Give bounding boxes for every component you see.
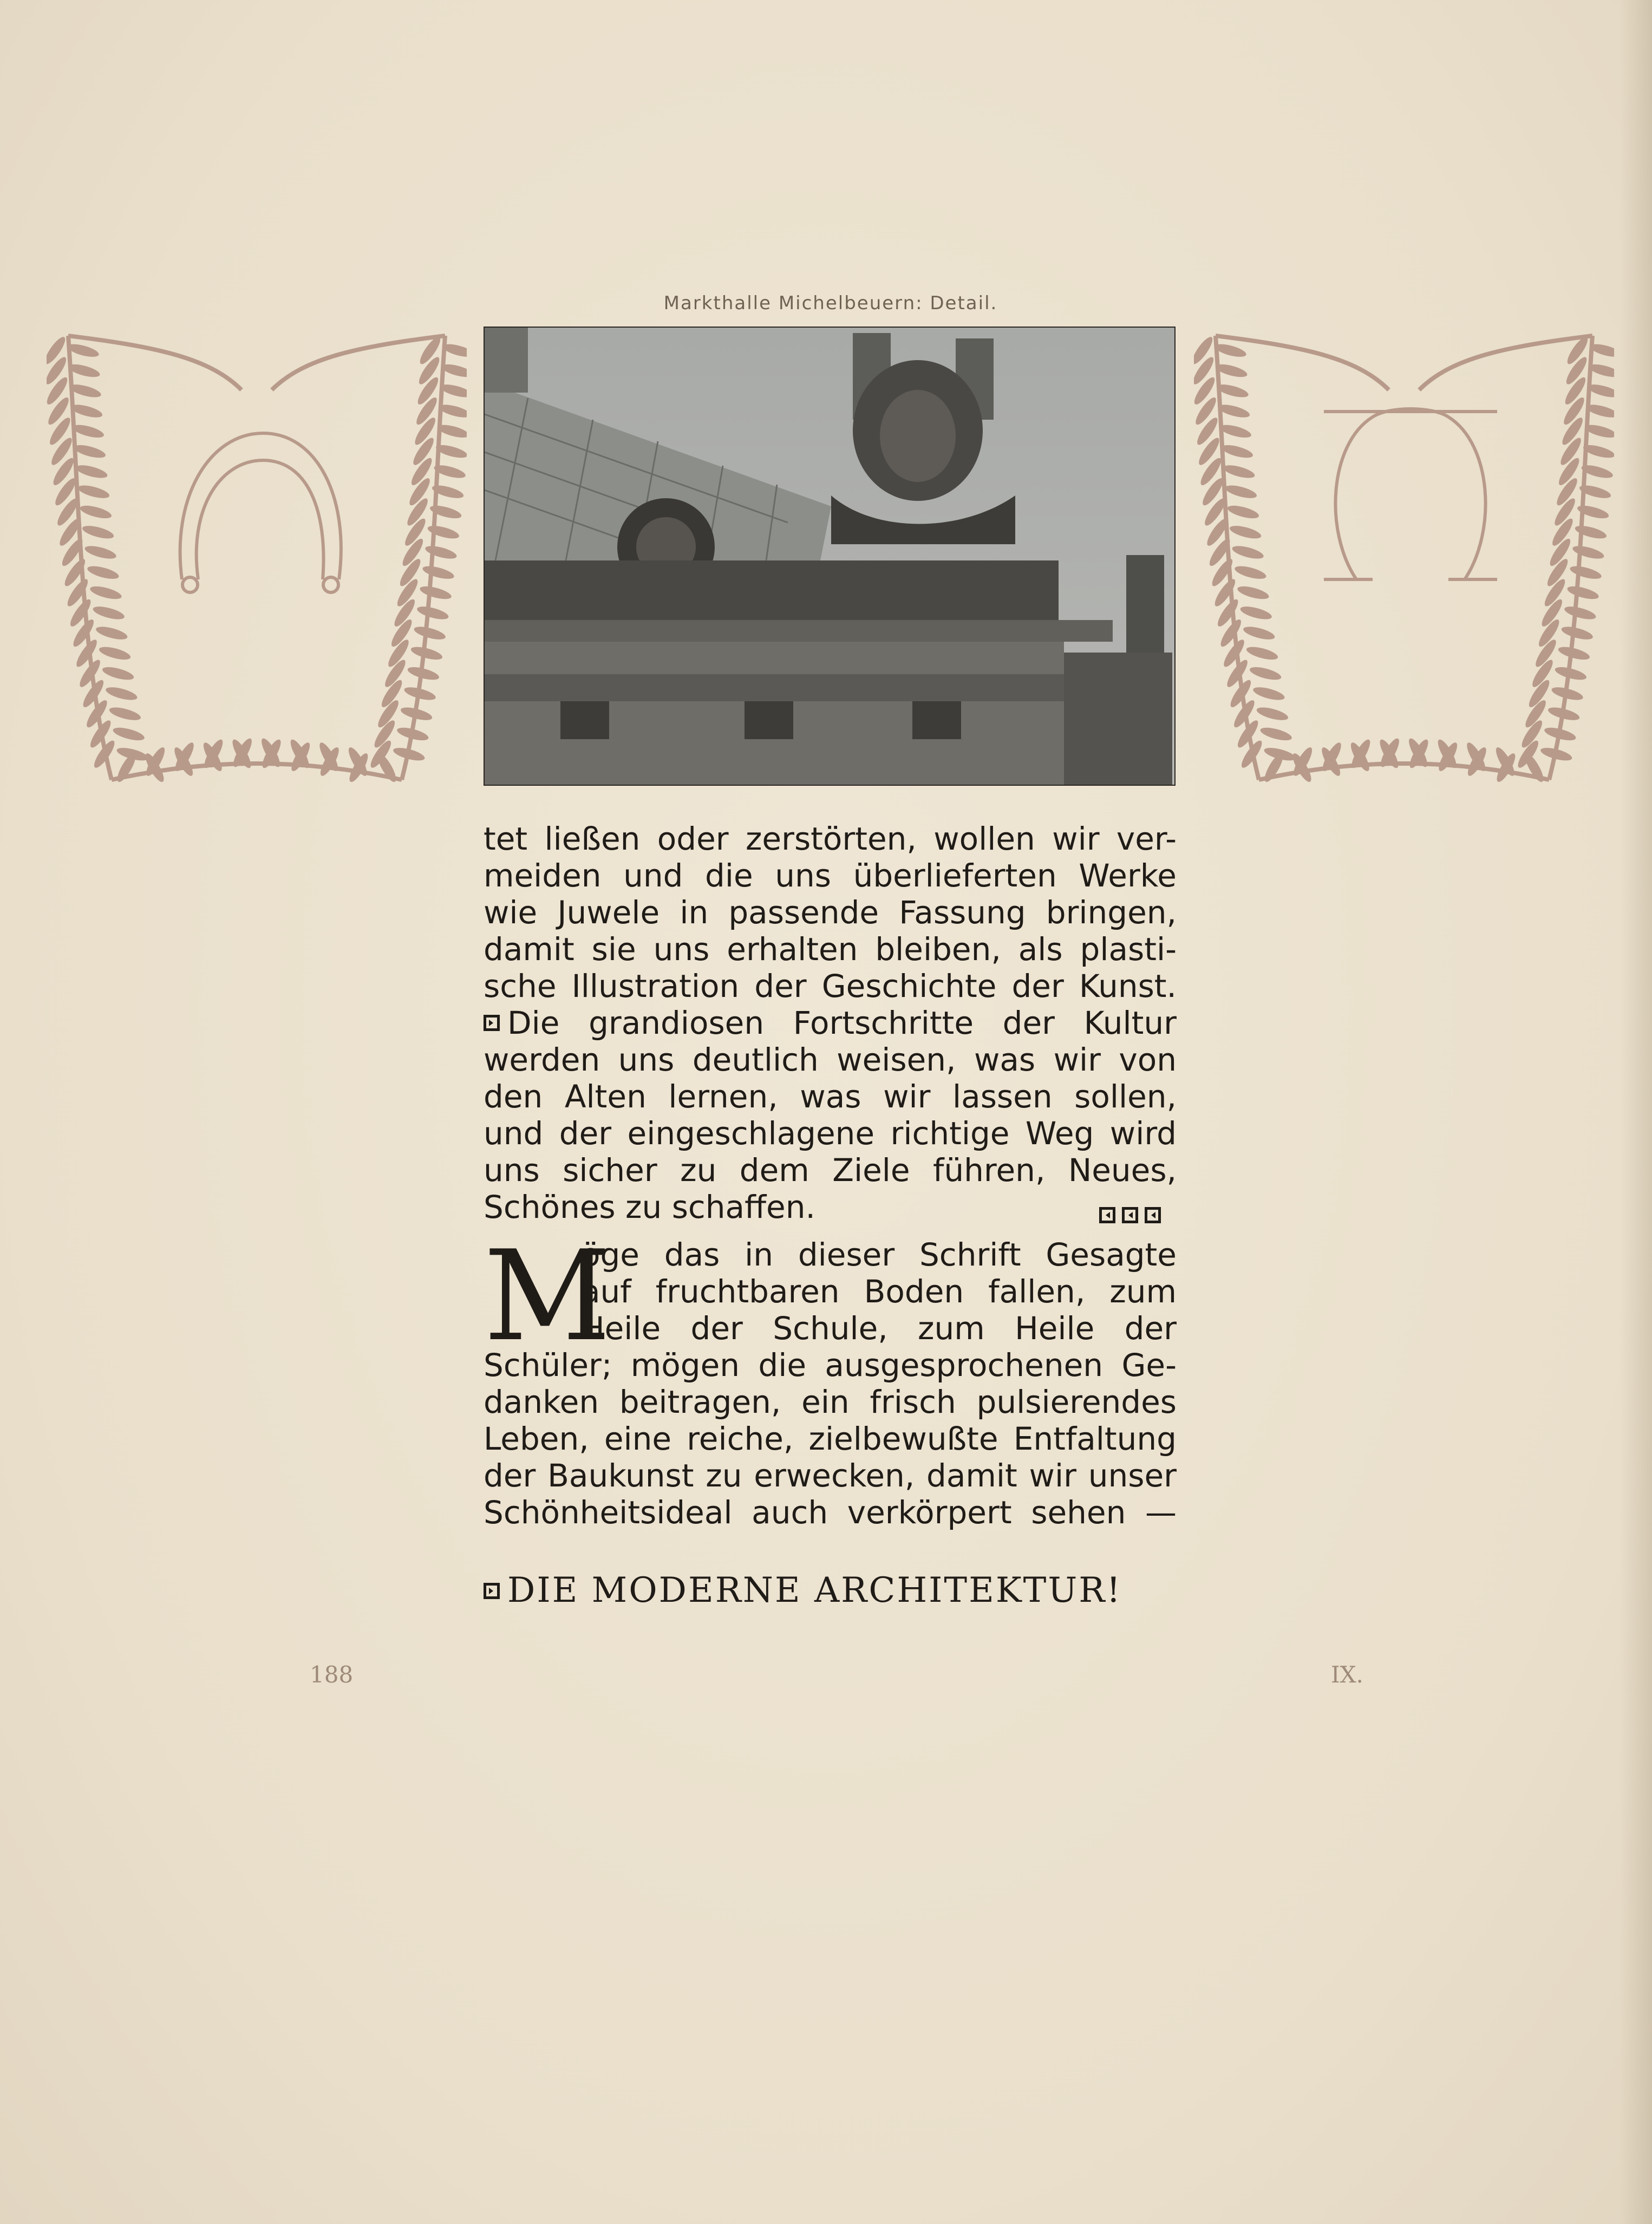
text-line-with-mark [484, 1005, 1177, 1041]
laurel-leaf [1226, 503, 1261, 521]
market-hall-photo [484, 327, 1176, 786]
end-mark-icon [1145, 1207, 1161, 1223]
text-line: auf fruchtbaren Boden fallen, zum [581, 1273, 1177, 1310]
text-line: uns sicher zu dem Ziele führen, Neues, [484, 1152, 1177, 1189]
text-line: danken beitragen, ein frisch pulsierendes [484, 1384, 1177, 1420]
laurel-leaf [95, 624, 129, 642]
laurel-leaf [1256, 705, 1290, 723]
laurel-leaf [1259, 725, 1293, 743]
page-edge-shadow [1620, 0, 1652, 2224]
laurel-leaf [1249, 664, 1283, 682]
laurel-leaf [1231, 544, 1265, 562]
laurel-leaf [1233, 564, 1268, 582]
laurel-leaf [86, 564, 120, 582]
laurel-leaf [375, 751, 400, 784]
laurel-leaf [1239, 604, 1273, 622]
laurel-leaf [413, 624, 447, 642]
text-line: der Baukunst zu erwecken, damit wir unser [484, 1457, 1177, 1494]
text-line: den Alten lernen, was wir lassen sollen, [484, 1078, 1177, 1115]
laurel-leaf [1236, 584, 1270, 602]
text-line: werden uns deutlich weisen, was wir von [484, 1041, 1177, 1078]
text-line: wie Juwele in passende Fassung bringen, [484, 894, 1177, 931]
end-mark-icon [1099, 1207, 1115, 1223]
laurel-leaf [424, 544, 458, 562]
laurel-leaf [410, 644, 444, 662]
body-text [484, 820, 1187, 1225]
section-end-marks [1099, 1209, 1167, 1225]
text-span: Die grandiosen Fortschritte der Kultur [507, 1005, 1177, 1041]
text-line: Schönes zu schaffen. [484, 1189, 815, 1225]
closing-headline [484, 1570, 1122, 1610]
end-mark-icon [1122, 1207, 1138, 1223]
laurel-leaf [1563, 604, 1597, 622]
laurel-leaf [75, 462, 109, 480]
laurel-leaf [421, 564, 455, 582]
text-line: Schüler; mögen die ausgesprochenen Ge- [484, 1347, 1177, 1384]
text-line: Schönheitsideal auch verkörpert sehen — [484, 1494, 1177, 1531]
second-paragraph [484, 1224, 1187, 1531]
closing-headline-text: DIE MODERNE ARCHITEKTUR! [507, 1570, 1122, 1610]
laurel-leaf [1571, 544, 1605, 562]
laurel-leaf [419, 584, 453, 602]
text-line: sche Illustration der Geschichte der Kunst. [484, 968, 1177, 1005]
laurel-leaf [101, 664, 135, 682]
laurel-leaf [1557, 644, 1591, 662]
laurel-leaf [1252, 684, 1286, 702]
laurel-leaf [79, 503, 113, 521]
paragraph-mark-icon [484, 1583, 500, 1599]
text-line: Leben, eine reiche, zielbewußte Entfaltung [484, 1420, 1177, 1457]
page-number: 188 [310, 1661, 354, 1688]
photo-image [485, 328, 1174, 785]
laurel-leaf [108, 705, 142, 723]
laurel-leaf [98, 644, 132, 662]
laurel-leaf [1229, 523, 1263, 541]
text-line: öge das in dieser Schrift Gesagte [581, 1236, 1177, 1273]
text-line: und der eingeschlagene richtige Weg wird [484, 1115, 1177, 1152]
laurel-leaf [1224, 483, 1258, 501]
laurel-leaf [81, 523, 115, 541]
laurel-leaf [416, 604, 450, 622]
laurel-leaf [1569, 564, 1603, 582]
laurel-leaf [1242, 624, 1276, 642]
paragraph-mark-icon [484, 1015, 500, 1031]
text-line: damit sie uns erhalten bleiben, als plasti- [484, 931, 1177, 968]
laurel-leaf [92, 604, 126, 622]
right-laurel-ornament [1194, 325, 1614, 791]
laurel-leaf [1245, 644, 1279, 662]
laurel-leaf [89, 584, 123, 602]
laurel-leaf [1566, 584, 1600, 602]
laurel-leaf [1560, 624, 1594, 642]
left-laurel-ornament [47, 325, 467, 791]
text-line: tet ließen oder zerstörten, wollen wir ver- [484, 820, 1177, 857]
laurel-leaf [1220, 442, 1255, 460]
laurel-leaf [77, 483, 111, 501]
laurel-leaf [73, 442, 107, 460]
laurel-leaf [1522, 751, 1547, 784]
signature-mark: IX. [1331, 1661, 1363, 1688]
laurel-leaf [112, 725, 146, 743]
laurel-leaf [105, 684, 139, 702]
photo-caption: Markthalle Michelbeuern: Detail. [663, 292, 998, 314]
laurel-leaf [1222, 462, 1256, 480]
text-line: Heile der Schule, zum Heile der [581, 1310, 1177, 1347]
laurel-leaf [83, 544, 117, 562]
text-line: meiden und die uns überlieferten Werke [484, 857, 1177, 894]
drop-cap: M [484, 1224, 611, 1369]
